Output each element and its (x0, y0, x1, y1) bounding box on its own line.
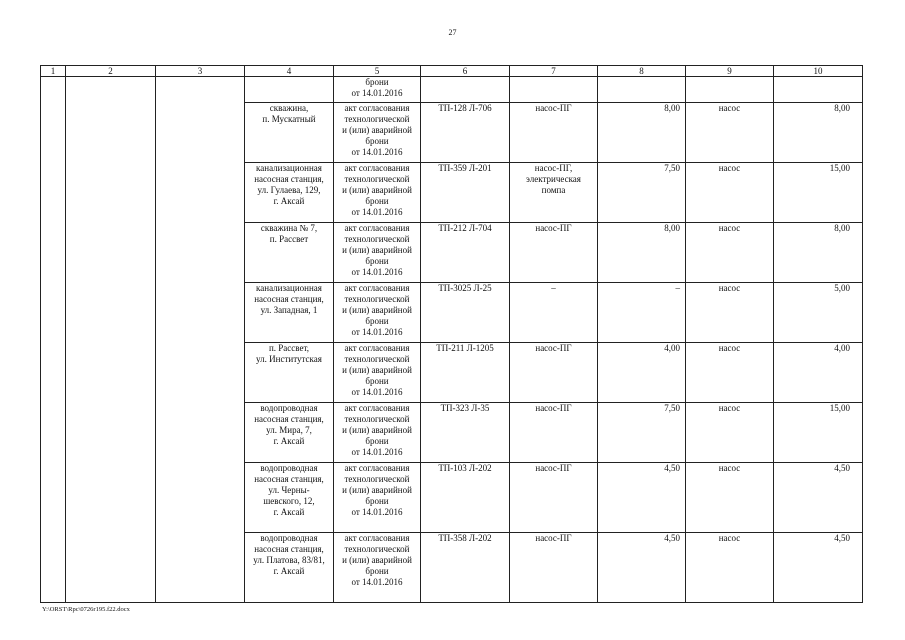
table-cell: насос (686, 163, 774, 223)
table-cell: ТП-128 Л-706 (421, 103, 510, 163)
table-cell (245, 77, 334, 103)
table-cell: насос-ПГ (510, 403, 598, 463)
table-cell: скважина, п. Мускатный (245, 103, 334, 163)
column-header: 3 (156, 66, 245, 77)
table-cell: 15,00 (774, 403, 863, 463)
table-cell: п. Рассвет, ул. Институтская (245, 343, 334, 403)
table-cell: ТП-3025 Л-25 (421, 283, 510, 343)
table-cell: акт согласования технологической и (или) аварийной брони от 14.01.2016 (334, 533, 421, 603)
page-number: 27 (448, 28, 457, 37)
table-cell: – (598, 283, 686, 343)
table-cell: насос-ПГ (510, 533, 598, 603)
table-row (41, 77, 863, 103)
table-cell (686, 77, 774, 103)
table-cell: насос (686, 283, 774, 343)
table-cell: акт согласования технологической и (или) аварийной брони от 14.01.2016 (334, 163, 421, 223)
table-cell: 4,50 (598, 463, 686, 533)
table-cell: брони от 14.01.2016 (334, 77, 421, 103)
footer-path: Y:\ORST\Rpc\0726r195.f22.docx (42, 606, 130, 613)
table-cell: 8,00 (598, 223, 686, 283)
table-cell: ТП-359 Л-201 (421, 163, 510, 223)
table-cell: акт согласования технологической и (или) аварийной брони от 14.01.2016 (334, 283, 421, 343)
table-cell: ТП-103 Л-202 (421, 463, 510, 533)
table-cell (598, 77, 686, 103)
table-cell: акт согласования технологической и (или) аварийной брони от 14.01.2016 (334, 343, 421, 403)
table-cell: 4,50 (598, 533, 686, 603)
table-cell: насос (686, 463, 774, 533)
table-cell: ТП-323 Л-35 (421, 403, 510, 463)
table-cell: насос (686, 343, 774, 403)
table-cell: канализационная насосная станция, ул. Западная, 1 (245, 283, 334, 343)
column-header: 7 (510, 66, 598, 77)
table-cell: акт согласования технологической и (или) аварийной брони от 14.01.2016 (334, 223, 421, 283)
table-cell: насос-ПГ (510, 463, 598, 533)
table-cell (66, 77, 156, 603)
table-cell: скважина № 7, п. Рассвет (245, 223, 334, 283)
column-header: 8 (598, 66, 686, 77)
table-cell: ТП-212 Л-704 (421, 223, 510, 283)
table-cell: акт согласования технологической и (или) аварийной брони от 14.01.2016 (334, 463, 421, 533)
table-cell: 4,00 (774, 343, 863, 403)
table-cell: 8,00 (598, 103, 686, 163)
table-cell: акт согласования технологической и (или) аварийной брони от 14.01.2016 (334, 403, 421, 463)
table-cell (421, 77, 510, 103)
table-cell: 4,50 (774, 533, 863, 603)
table-cell: 15,00 (774, 163, 863, 223)
column-header: 1 (41, 66, 66, 77)
table-cell: 7,50 (598, 163, 686, 223)
table-cell: насос (686, 103, 774, 163)
table-cell: 4,50 (774, 463, 863, 533)
table-cell: 7,50 (598, 403, 686, 463)
table-cell: – (510, 283, 598, 343)
table-cell: насос (686, 223, 774, 283)
column-header: 9 (686, 66, 774, 77)
table-cell: насос-ПГ, электрическая помпа (510, 163, 598, 223)
table-cell: насос (686, 533, 774, 603)
table-cell (774, 77, 863, 103)
table-cell: 4,00 (598, 343, 686, 403)
column-header: 2 (66, 66, 156, 77)
column-header: 10 (774, 66, 863, 77)
table-cell: водопроводная насосная станция, ул. Платова, 83/81, г. Аксай (245, 533, 334, 603)
table-cell: 8,00 (774, 223, 863, 283)
column-header: 4 (245, 66, 334, 77)
table-cell: насос-ПГ (510, 343, 598, 403)
header-row (41, 66, 863, 77)
table-cell: насос-ПГ (510, 223, 598, 283)
table-cell: водопроводная насосная станция, ул. Мира, 7, г. Аксай (245, 403, 334, 463)
table-cell: 5,00 (774, 283, 863, 343)
table-cell: водопроводная насосная станция, ул. Черны- шевского, 12, г. Аксай (245, 463, 334, 533)
table-cell: насос (686, 403, 774, 463)
table-cell: акт согласования технологической и (или) аварийной брони от 14.01.2016 (334, 103, 421, 163)
document-table (40, 65, 863, 603)
table-cell: канализационная насосная станция, ул. Гулаева, 129, г. Аксай (245, 163, 334, 223)
column-header: 6 (421, 66, 510, 77)
table-cell: ТП-358 Л-202 (421, 533, 510, 603)
table-cell: насос-ПГ (510, 103, 598, 163)
table-cell: ТП-211 Л-1205 (421, 343, 510, 403)
table-cell (510, 77, 598, 103)
table-cell (156, 77, 245, 603)
table-cell (41, 77, 66, 603)
table-cell: 8,00 (774, 103, 863, 163)
column-header: 5 (334, 66, 421, 77)
